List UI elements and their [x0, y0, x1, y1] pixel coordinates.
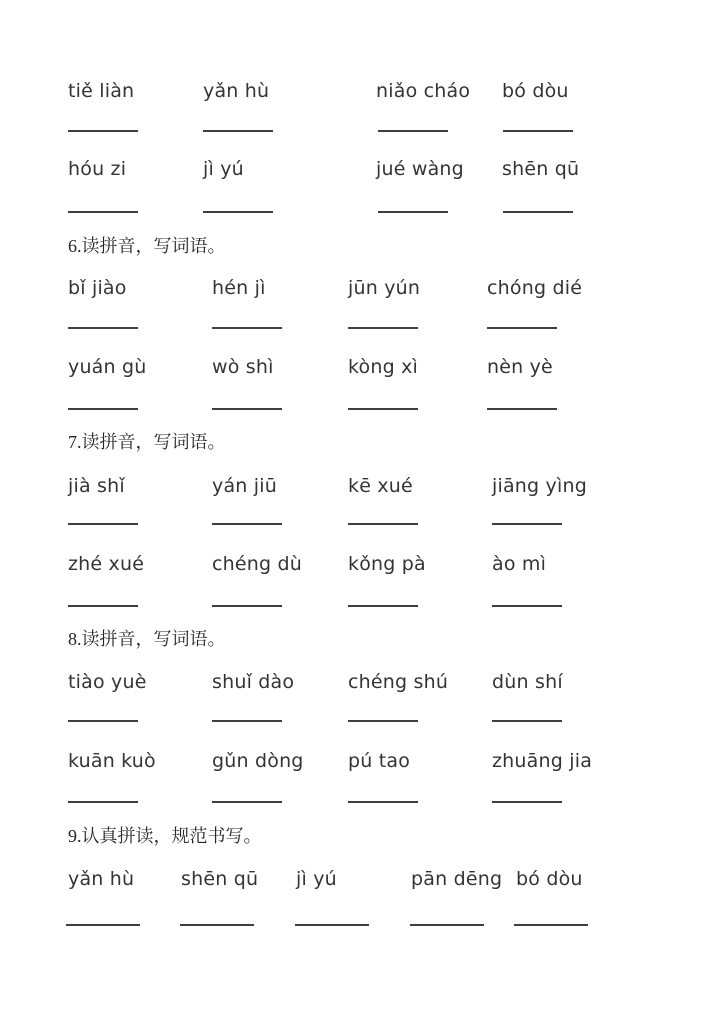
answer-blank [68, 605, 138, 607]
pinyin-word: bó dòu [516, 868, 583, 890]
pinyin-word: yuán gù [68, 356, 147, 378]
answer-blank [503, 130, 573, 132]
answer-blank [348, 327, 418, 329]
pinyin-word: zhé xué [68, 553, 145, 575]
answer-blank [492, 801, 562, 803]
section-heading: 9.认真拼读，规范书写。 [68, 826, 262, 846]
answer-blank [492, 605, 562, 607]
answer-blank [68, 720, 138, 722]
pinyin-word: chóng dié [487, 277, 583, 299]
pinyin-word: pān dēng [411, 868, 503, 890]
pinyin-word: kē xué [348, 475, 413, 497]
pinyin-word: kuān kuò [68, 750, 156, 772]
pinyin-word: tiào yuè [68, 671, 147, 693]
answer-blank [66, 924, 140, 926]
answer-blank [348, 523, 418, 525]
answer-blank [348, 605, 418, 607]
pinyin-word: jì yú [203, 158, 244, 180]
pinyin-word: bǐ jiào [68, 277, 127, 299]
pinyin-word: dùn shí [492, 671, 563, 693]
pinyin-word: hén jì [212, 277, 266, 299]
pinyin-word: jūn yún [348, 277, 421, 299]
pinyin-word: jué wàng [376, 158, 464, 180]
pinyin-word: nèn yè [487, 356, 553, 378]
pinyin-word: kǒng pà [348, 553, 426, 575]
pinyin-word: niǎo cháo [376, 80, 471, 102]
answer-blank [514, 924, 588, 926]
section-heading: 6.读拼音，写词语。 [68, 236, 226, 256]
answer-blank [378, 211, 448, 213]
answer-blank [295, 924, 369, 926]
pinyin-word: gǔn dòng [212, 750, 304, 772]
pinyin-word: kòng xì [348, 356, 419, 378]
answer-blank [212, 327, 282, 329]
pinyin-word: jiāng yìng [492, 475, 587, 497]
pinyin-word: shuǐ dào [212, 671, 295, 693]
pinyin-word: yǎn hù [203, 80, 270, 102]
answer-blank [212, 720, 282, 722]
answer-blank [68, 523, 138, 525]
pinyin-word: wò shì [212, 356, 274, 378]
answer-blank [348, 720, 418, 722]
answer-blank [212, 801, 282, 803]
answer-blank [203, 130, 273, 132]
answer-blank [212, 523, 282, 525]
pinyin-word: shēn qū [181, 868, 259, 890]
pinyin-word: zhuāng jia [492, 750, 593, 772]
answer-blank [378, 130, 448, 132]
answer-blank [492, 523, 562, 525]
answer-blank [68, 211, 138, 213]
answer-blank [180, 924, 254, 926]
answer-blank [68, 801, 138, 803]
pinyin-word: jià shǐ [68, 475, 125, 497]
section-heading: 7.读拼音，写词语。 [68, 432, 226, 452]
answer-blank [487, 408, 557, 410]
pinyin-word: ào mì [492, 553, 547, 575]
answer-blank [348, 408, 418, 410]
pinyin-word: chéng shú [348, 671, 449, 693]
answer-blank [503, 211, 573, 213]
pinyin-word: shēn qū [502, 158, 580, 180]
answer-blank [68, 327, 138, 329]
pinyin-word: bó dòu [502, 80, 569, 102]
pinyin-word: yán jiū [212, 475, 277, 497]
section-heading: 8.读拼音，写词语。 [68, 629, 226, 649]
answer-blank [410, 924, 484, 926]
pinyin-word: yǎn hù [68, 868, 135, 890]
answer-blank [203, 211, 273, 213]
answer-blank [492, 720, 562, 722]
answer-blank [487, 327, 557, 329]
pinyin-word: pú tao [348, 750, 411, 772]
pinyin-word: hóu zi [68, 158, 127, 180]
answer-blank [212, 408, 282, 410]
answer-blank [212, 605, 282, 607]
pinyin-word: chéng dù [212, 553, 303, 575]
answer-blank [68, 130, 138, 132]
pinyin-word: tiě liàn [68, 80, 135, 102]
pinyin-word: jì yú [296, 868, 337, 890]
answer-blank [348, 801, 418, 803]
answer-blank [68, 408, 138, 410]
